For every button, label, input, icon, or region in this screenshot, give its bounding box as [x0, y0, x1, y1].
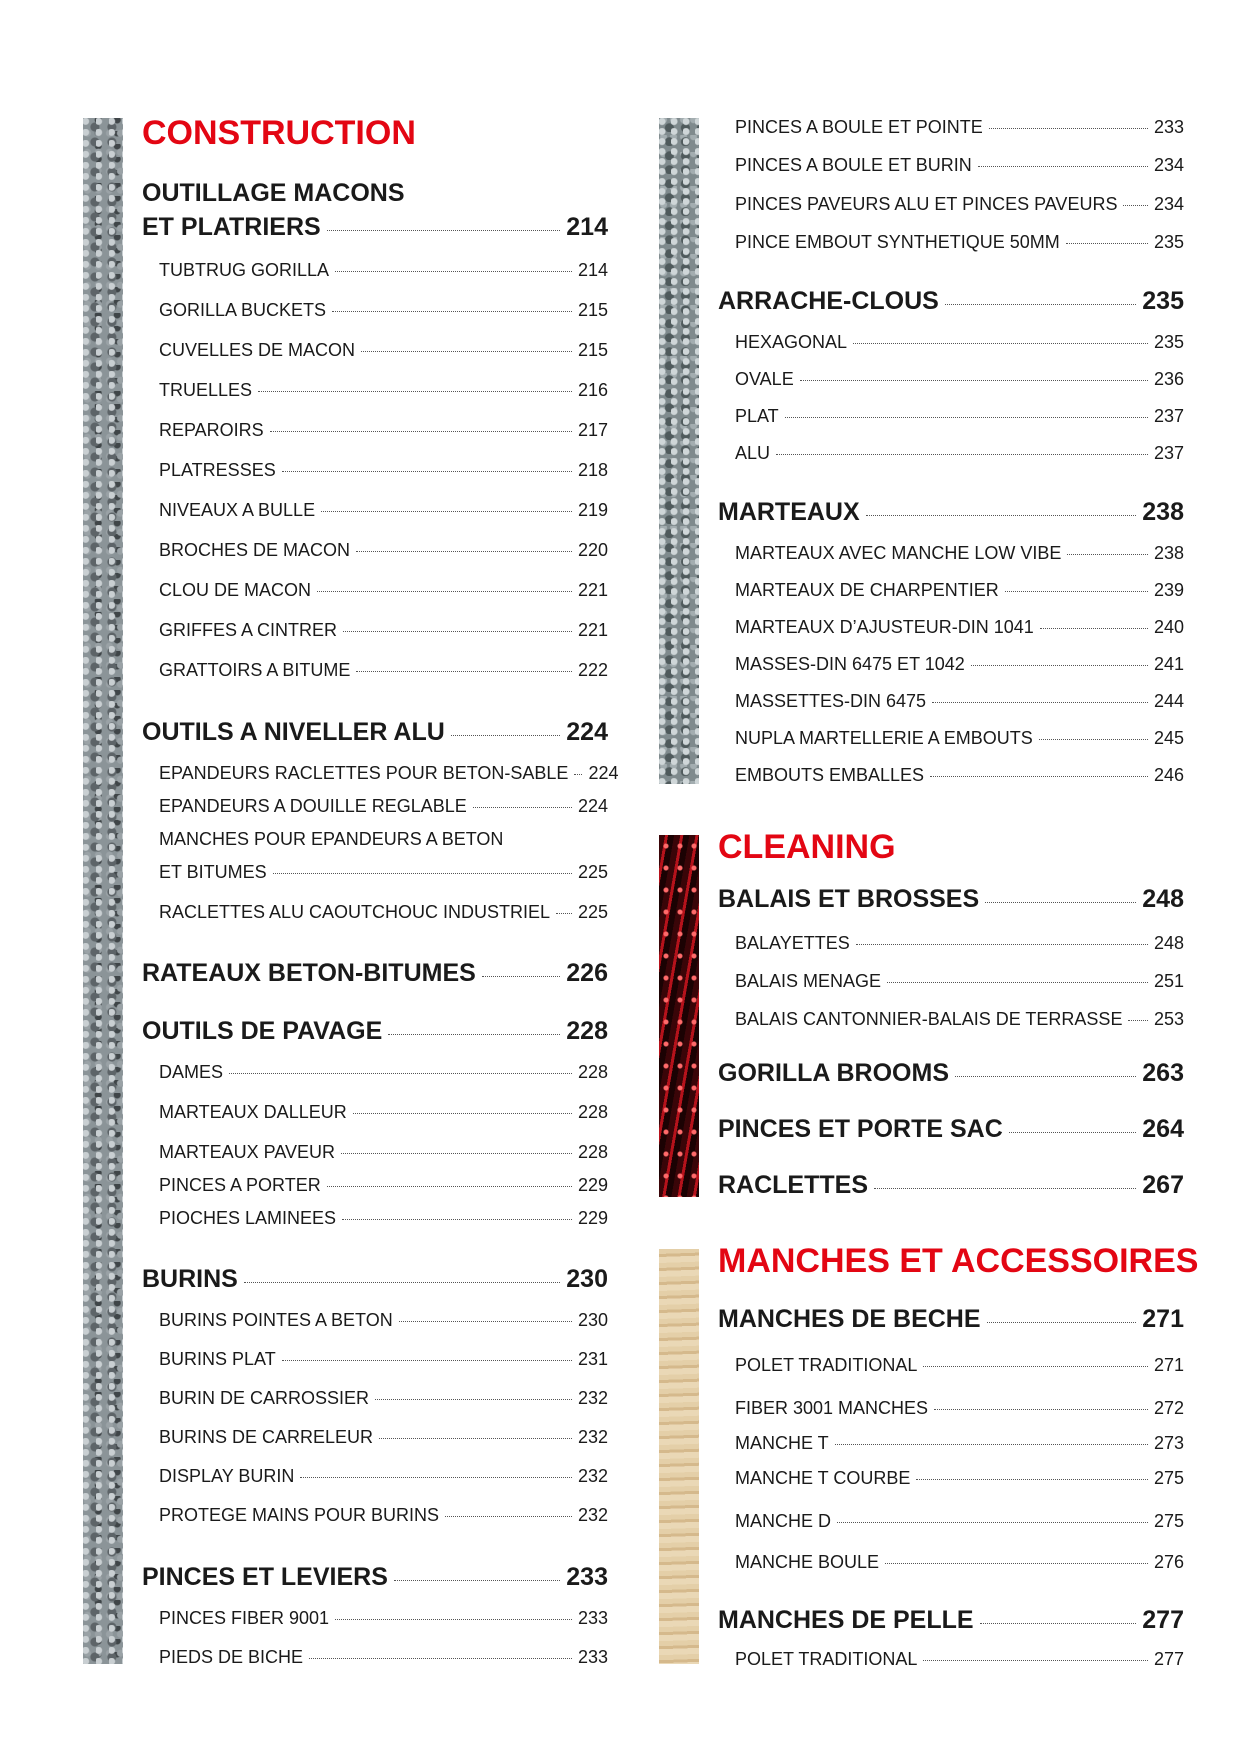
entry-label: GORILLA BUCKETS — [159, 300, 327, 320]
entry-label: GRIFFES A CINTRER — [159, 620, 338, 640]
heading-page-number: 248 — [1142, 885, 1184, 913]
toc-entry[interactable] — [159, 1426, 608, 1448]
entry-page-number: 215 — [577, 300, 608, 320]
leader-dots — [332, 311, 572, 312]
entry-label: BURINS DE CARRELEUR — [159, 1427, 374, 1447]
entry-page-number: 221 — [577, 620, 608, 640]
leader-dots — [556, 913, 572, 914]
entry-label: MARTEAUX DALLEUR — [159, 1102, 347, 1122]
entry-label: PINCES FIBER 9001 — [159, 1608, 330, 1628]
entry-page-number: 221 — [577, 580, 608, 600]
entry-page-number: 232 — [577, 1466, 608, 1486]
heading-label: ARRACHE-CLOUS — [718, 287, 939, 315]
toc-entry[interactable] — [159, 459, 608, 481]
toc-entry[interactable] — [159, 659, 608, 681]
toc-entry[interactable] — [735, 116, 1184, 138]
leader-dots — [1040, 628, 1148, 629]
entry-page-number: 273 — [1153, 1433, 1184, 1453]
toc-entry[interactable] — [159, 1174, 608, 1196]
toc-entry[interactable] — [735, 1354, 1184, 1376]
heading-label: PINCES ET LEVIERS — [142, 1563, 388, 1591]
leader-dots — [856, 944, 1148, 945]
entry-label: DISPLAY BURIN — [159, 1466, 295, 1486]
entry-page-number: 229 — [577, 1175, 608, 1195]
entry-page-number: 225 — [577, 902, 608, 922]
toc-entry[interactable] — [735, 579, 1184, 601]
heading-page-number: 271 — [1142, 1305, 1184, 1333]
heading-label: MARTEAUX — [718, 498, 860, 526]
entry-label: MASSETTES-DIN 6475 — [735, 691, 927, 711]
toc-entry[interactable] — [735, 727, 1184, 749]
leader-dots — [945, 304, 1136, 305]
entry-page-number: 219 — [577, 500, 608, 520]
entry-page-number: 237 — [1153, 443, 1184, 463]
entry-page-number: 240 — [1153, 617, 1184, 637]
leader-dots — [837, 1522, 1148, 1523]
heading-label: MANCHES DE BECHE — [718, 1305, 981, 1333]
leader-dots — [916, 1479, 1148, 1480]
toc-entry[interactable] — [735, 932, 1184, 954]
toc-heading-pinces-et-porte-sac[interactable] — [718, 1114, 1184, 1144]
leader-dots — [987, 1322, 1137, 1323]
entry-label: ALU — [735, 443, 771, 463]
leader-dots — [835, 1444, 1148, 1445]
entry-label: CLOU DE MACON — [159, 580, 312, 600]
leader-dots — [282, 471, 572, 472]
heading-label: OUTILS A NIVELLER ALU — [142, 718, 445, 746]
leader-dots — [800, 380, 1148, 381]
entry-label: MARTEAUX PAVEUR — [159, 1142, 336, 1162]
entry-label: POLET TRADITIONAL — [735, 1649, 918, 1669]
leader-dots — [1009, 1132, 1137, 1133]
heading-page-number: 277 — [1142, 1606, 1184, 1634]
leader-dots — [885, 1563, 1148, 1564]
toc-heading-balais-et-brosses[interactable] — [718, 884, 1184, 914]
entry-page-number: 237 — [1153, 406, 1184, 426]
entry-page-number: 225 — [577, 862, 608, 882]
entry-label: ET BITUMES — [159, 862, 267, 882]
toc-entry[interactable] — [159, 1504, 608, 1526]
leader-dots — [874, 1188, 1136, 1189]
entry-page-number: 215 — [577, 340, 608, 360]
leader-dots — [930, 776, 1148, 777]
entry-label: FIBER 3001 MANCHES — [735, 1398, 929, 1418]
entry-label: TRUELLES — [159, 380, 253, 400]
heading-page-number: 224 — [566, 718, 608, 746]
toc-entry[interactable] — [159, 1387, 608, 1409]
section-title-construction: CONSTRUCTION — [142, 114, 416, 152]
entry-label: PINCE EMBOUT SYNTHETIQUE 50MM — [735, 232, 1060, 252]
gravel-image-strip-right — [659, 118, 699, 784]
heading-label: MANCHES DE PELLE — [718, 1606, 974, 1634]
toc-entry[interactable] — [159, 379, 608, 401]
toc-entry[interactable] — [159, 1141, 608, 1163]
leader-dots — [1067, 554, 1148, 555]
entry-page-number: 232 — [577, 1388, 608, 1408]
entry-page-number: 214 — [577, 260, 608, 280]
entry-label: BURIN DE CARROSSIER — [159, 1388, 370, 1408]
entry-page-number: 253 — [1153, 1009, 1184, 1029]
heading-page-number: 214 — [566, 213, 608, 241]
leader-dots — [923, 1366, 1148, 1367]
entry-label: PINCES PAVEURS ALU ET PINCES PAVEURS — [735, 194, 1118, 214]
toc-entry[interactable] — [159, 1207, 608, 1229]
leader-dots — [985, 902, 1136, 903]
entry-page-number: 248 — [1153, 933, 1184, 953]
entry-page-number: 220 — [577, 540, 608, 560]
toc-heading-burins[interactable] — [142, 1264, 608, 1294]
toc-entry[interactable] — [735, 1432, 1184, 1454]
heading-label: OUTILLAGE MACONS — [142, 179, 405, 207]
entry-label: BALAYETTES — [735, 933, 850, 953]
toc-heading-rateaux[interactable] — [142, 958, 608, 988]
entry-page-number: 272 — [1153, 1398, 1184, 1418]
entry-label: REPAROIRS — [159, 420, 264, 440]
leader-dots — [785, 417, 1148, 418]
toc-heading-marteaux[interactable] — [718, 497, 1184, 527]
toc-entry[interactable] — [735, 193, 1184, 215]
entry-page-number: 228 — [577, 1142, 608, 1162]
entry-label: HEXAGONAL — [735, 332, 848, 352]
toc-entry[interactable] — [735, 1008, 1184, 1030]
toc-heading-pinces-et-leviers[interactable] — [142, 1562, 608, 1592]
entry-page-number: 235 — [1153, 332, 1184, 352]
leader-dots — [980, 1623, 1137, 1624]
entry-label: BALAIS CANTONNIER-BALAIS DE TERRASSE — [735, 1009, 1123, 1029]
leader-dots — [482, 976, 560, 977]
toc-heading-raclettes[interactable] — [718, 1170, 1184, 1200]
entry-page-number: 218 — [577, 460, 608, 480]
toc-entry[interactable] — [159, 619, 608, 641]
heading-page-number: 235 — [1142, 287, 1184, 315]
leader-dots — [1128, 1020, 1148, 1021]
section-title-manches-et-accessoires: MANCHES ET ACCESSOIRES — [718, 1242, 1199, 1280]
entry-page-number: 244 — [1153, 691, 1184, 711]
entry-page-number: 239 — [1153, 580, 1184, 600]
entry-page-number: 229 — [577, 1208, 608, 1228]
entry-label: BURINS PLAT — [159, 1349, 276, 1369]
entry-page-number: 233 — [577, 1647, 608, 1667]
leader-dots — [375, 1399, 572, 1400]
leader-dots — [955, 1076, 1136, 1077]
entry-label: PROTEGE MAINS POUR BURINS — [159, 1505, 440, 1525]
toc-heading-outils-a-niveller[interactable] — [142, 717, 608, 747]
leader-dots — [342, 1219, 572, 1220]
entry-label: MARTEAUX DE CHARPENTIER — [735, 580, 999, 600]
leader-dots — [574, 774, 582, 775]
leader-dots — [923, 1660, 1148, 1661]
entry-label: OVALE — [735, 369, 794, 389]
entry-label: CUVELLES DE MACON — [159, 340, 356, 360]
leader-dots — [399, 1321, 572, 1322]
entry-label: MASSES-DIN 6475 ET 1042 — [735, 654, 965, 674]
toc-entry[interactable] — [735, 331, 1184, 353]
entry-label: TUBTRUG GORILLA — [159, 260, 330, 280]
leader-dots — [356, 671, 572, 672]
leader-dots — [866, 515, 1137, 516]
heading-page-number: 228 — [566, 1017, 608, 1045]
toc-entry[interactable] — [159, 901, 608, 923]
entry-page-number: 228 — [577, 1102, 608, 1122]
leader-dots — [971, 665, 1148, 666]
leader-dots — [361, 351, 572, 352]
entry-label: MARTEAUX D’AJUSTEUR-DIN 1041 — [735, 617, 1034, 637]
leader-dots — [853, 343, 1148, 344]
toc-entry[interactable] — [735, 405, 1184, 427]
toc-entry[interactable] — [735, 970, 1184, 992]
heading-label: OUTILS DE PAVAGE — [142, 1017, 383, 1045]
toc-entry[interactable] — [159, 1348, 608, 1370]
leader-dots — [445, 1516, 572, 1517]
leader-dots — [321, 511, 572, 512]
leader-dots — [270, 431, 572, 432]
entry-label: RACLETTES ALU CAOUTCHOUC INDUSTRIEL — [159, 902, 551, 922]
entry-label: NUPLA MARTELLERIE A EMBOUTS — [735, 728, 1033, 748]
entry-page-number: 275 — [1153, 1468, 1184, 1488]
toc-entry[interactable] — [159, 539, 608, 561]
entry-page-number: 235 — [1153, 232, 1184, 252]
entry-page-number: 233 — [1153, 117, 1184, 137]
toc-entry[interactable] — [735, 690, 1184, 712]
toc-entry[interactable] — [735, 368, 1184, 390]
entry-page-number: 216 — [577, 380, 608, 400]
entry-page-number: 228 — [577, 1062, 608, 1082]
leader-dots — [317, 591, 572, 592]
entry-page-number: 232 — [577, 1427, 608, 1447]
toc-entry[interactable] — [735, 442, 1184, 464]
toc-entry[interactable] — [159, 259, 608, 281]
entry-label: DAMES — [159, 1062, 224, 1082]
leader-dots — [343, 631, 572, 632]
entry-label: POLET TRADITIONAL — [735, 1355, 918, 1375]
entry-page-number: 234 — [1153, 155, 1184, 175]
heading-label: BALAIS ET BROSSES — [718, 885, 980, 913]
heading-page-number: 263 — [1142, 1059, 1184, 1087]
entry-label: PIEDS DE BICHE — [159, 1647, 304, 1667]
leader-dots — [388, 1034, 560, 1035]
entry-label: EMBOUTS EMBALLES — [735, 765, 925, 785]
entry-page-number: 224 — [577, 796, 608, 816]
entry-label: BALAIS MENAGE — [735, 971, 882, 991]
entry-page-number: 251 — [1153, 971, 1184, 991]
toc-entry[interactable] — [159, 1101, 608, 1123]
entry-label: PINCES A BOULE ET POINTE — [735, 117, 983, 137]
entry-label: EPANDEURS RACLETTES POUR BETON-SABLE — [159, 763, 569, 783]
toc-entry[interactable] — [159, 1465, 608, 1487]
toc-entry[interactable] — [735, 1648, 1184, 1670]
leader-dots — [934, 1409, 1148, 1410]
toc-entry[interactable] — [159, 579, 608, 601]
heading-label: PINCES ET PORTE SAC — [718, 1115, 1003, 1143]
entry-label: BURINS POINTES A BETON — [159, 1310, 393, 1330]
entry-page-number: 234 — [1153, 194, 1184, 214]
heading-label: BURINS — [142, 1265, 238, 1293]
leader-dots — [300, 1477, 572, 1478]
entry-page-number: 241 — [1153, 654, 1184, 674]
leader-dots — [309, 1658, 572, 1659]
leader-dots — [1039, 739, 1148, 740]
toc-entry[interactable] — [735, 231, 1184, 253]
toc-entry[interactable] — [159, 339, 608, 361]
leader-dots — [229, 1073, 572, 1074]
entry-page-number: 275 — [1153, 1511, 1184, 1531]
leader-dots — [451, 735, 561, 736]
toc-heading-gorilla-brooms[interactable] — [718, 1058, 1184, 1088]
toc-entry[interactable] — [735, 764, 1184, 786]
leader-dots — [353, 1113, 572, 1114]
heading-label: GORILLA BROOMS — [718, 1059, 950, 1087]
entry-label: MANCHE T — [735, 1433, 829, 1453]
toc-entry[interactable] — [159, 1607, 608, 1629]
entry-label: EPANDEURS A DOUILLE REGLABLE — [159, 796, 467, 816]
heading-page-number: 226 — [566, 959, 608, 987]
toc-entry[interactable] — [735, 653, 1184, 675]
toc-entry[interactable] — [735, 154, 1184, 176]
toc-entry[interactable] — [735, 542, 1184, 564]
toc-entry[interactable] — [735, 616, 1184, 638]
entry-page-number: 245 — [1153, 728, 1184, 748]
entry-label: MANCHE T COURBE — [735, 1468, 911, 1488]
entry-page-number: 271 — [1153, 1355, 1184, 1375]
toc-entry[interactable] — [159, 1646, 608, 1668]
leader-dots — [989, 128, 1148, 129]
leader-dots — [327, 230, 561, 231]
leader-dots — [335, 271, 572, 272]
leader-dots — [335, 1619, 572, 1620]
heading-page-number: 233 — [566, 1563, 608, 1591]
heading-label: RACLETTES — [718, 1171, 868, 1199]
toc-entry[interactable] — [159, 762, 619, 784]
leader-dots — [282, 1360, 572, 1361]
leader-dots — [1066, 243, 1148, 244]
heading-page-number: 230 — [566, 1265, 608, 1293]
toc-entry[interactable] — [735, 1467, 1184, 1489]
toc-heading-outils-de-pavage[interactable] — [142, 1016, 608, 1046]
toc-entry-line[interactable]: MANCHES POUR EPANDEURS A BETON — [159, 829, 504, 849]
entry-label: PIOCHES LAMINEES — [159, 1208, 337, 1228]
entry-label: MANCHE BOULE — [735, 1552, 880, 1572]
toc-heading-manches-de-pelle[interactable] — [718, 1605, 1184, 1635]
entry-label: BROCHES DE MACON — [159, 540, 351, 560]
entry-page-number: 233 — [577, 1608, 608, 1628]
leader-dots — [1123, 205, 1148, 206]
entry-page-number: 232 — [577, 1505, 608, 1525]
leader-dots — [932, 702, 1148, 703]
section-title-cleaning: CLEANING — [718, 828, 896, 866]
leader-dots — [394, 1580, 560, 1581]
toc-entry[interactable] — [159, 795, 608, 817]
heading-page-number: 264 — [1142, 1115, 1184, 1143]
toc-entry[interactable] — [159, 861, 608, 883]
toc-entry[interactable] — [735, 1551, 1184, 1573]
heading-label: ET PLATRIERS — [142, 213, 321, 241]
toc-entry[interactable] — [159, 499, 608, 521]
brush-bristles-image-strip — [659, 835, 699, 1197]
toc-heading-arrache-clous[interactable] — [718, 286, 1184, 316]
entry-page-number: 238 — [1153, 543, 1184, 563]
leader-dots — [327, 1186, 572, 1187]
leader-dots — [258, 391, 572, 392]
leader-dots — [887, 982, 1148, 983]
entry-page-number: 222 — [577, 660, 608, 680]
toc-heading-outillage-macons[interactable] — [142, 176, 608, 244]
toc-entry[interactable] — [735, 1397, 1184, 1419]
entry-label: NIVEAUX A BULLE — [159, 500, 316, 520]
entry-page-number: 230 — [577, 1310, 608, 1330]
leader-dots — [273, 873, 572, 874]
toc-heading-manches-de-beche[interactable] — [718, 1304, 1184, 1334]
toc-entry[interactable] — [159, 299, 608, 321]
toc-entry[interactable] — [159, 1309, 608, 1331]
entry-label: MANCHE D — [735, 1511, 832, 1531]
leader-dots — [356, 551, 572, 552]
entry-page-number: 231 — [577, 1349, 608, 1369]
leader-dots — [244, 1282, 560, 1283]
entry-page-number: 246 — [1153, 765, 1184, 785]
toc-entry[interactable] — [735, 1510, 1184, 1532]
entry-label: PLAT — [735, 406, 779, 426]
entry-page-number: 217 — [577, 420, 608, 440]
heading-label: RATEAUX BETON-BITUMES — [142, 959, 476, 987]
entry-label: GRATTOIRS A BITUME — [159, 660, 351, 680]
gravel-image-strip — [83, 118, 123, 1664]
leader-dots — [1005, 591, 1148, 592]
entry-page-number: 224 — [588, 763, 619, 783]
entry-label: PLATRESSES — [159, 460, 276, 480]
leader-dots — [473, 807, 572, 808]
heading-page-number: 267 — [1142, 1171, 1184, 1199]
entry-label: MARTEAUX AVEC MANCHE LOW VIBE — [735, 543, 1062, 563]
entry-page-number: 236 — [1153, 369, 1184, 389]
wood-image-strip — [659, 1249, 699, 1664]
entry-label: PINCES A BOULE ET BURIN — [735, 155, 972, 175]
entry-label: PINCES A PORTER — [159, 1175, 321, 1195]
leader-dots — [776, 454, 1148, 455]
entry-page-number: 277 — [1153, 1649, 1184, 1669]
entry-page-number: 276 — [1153, 1552, 1184, 1572]
toc-entry[interactable] — [159, 1061, 608, 1083]
toc-entry[interactable] — [159, 419, 608, 441]
leader-dots — [379, 1438, 572, 1439]
leader-dots — [978, 166, 1148, 167]
leader-dots — [341, 1153, 572, 1154]
heading-page-number: 238 — [1142, 498, 1184, 526]
